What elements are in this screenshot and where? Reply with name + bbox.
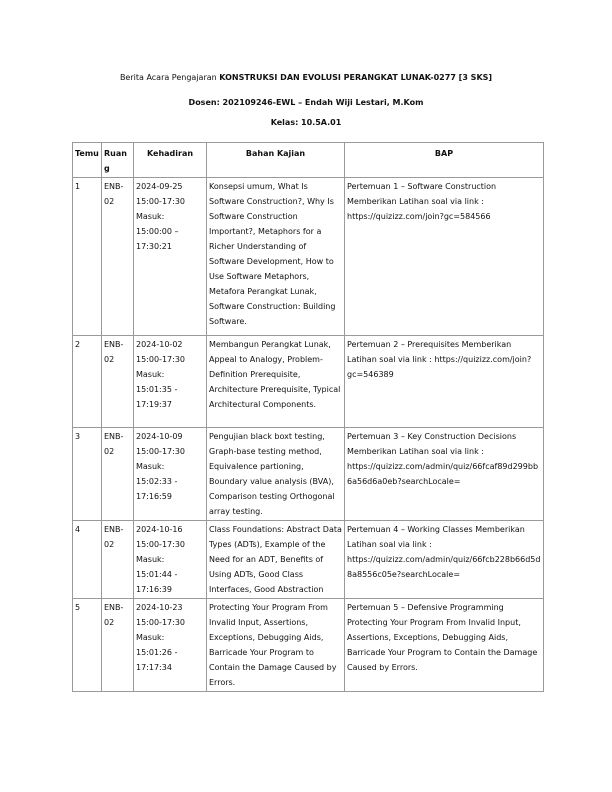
document-title <box>0 72 612 83</box>
header-kehadiran: Kehadiran <box>134 143 207 178</box>
table-row <box>73 599 544 692</box>
cell-kehadiran: 2024-10-09 15:00-17:30 Masuk: 15:02:33 - 17:16:59 <box>134 428 207 521</box>
cell-bap: Pertemuan 5 – Defensive Programming Protecting Your Program From Invalid Input, Assertions, Exceptions, Debugging Aids, Barricade Your Program to Contain the Damage Caused by Errors. <box>345 599 544 692</box>
table-row <box>73 178 544 336</box>
cell-temu: 2 <box>73 336 102 428</box>
course-name: KONSTRUKSI DAN EVOLUSI PERANGKAT LUNAK-0277 [3 SKS] <box>219 73 493 82</box>
title-prefix: Berita Acara Pengajaran <box>119 73 220 82</box>
cell-temu: 5 <box>73 599 102 692</box>
table-row <box>73 428 544 521</box>
cell-temu: 4 <box>73 521 102 599</box>
lecturer-line: Dosen: 202109246-EWL – Endah Wiji Lestari, M.Kom <box>188 98 424 107</box>
cell-bahan-kajian: Konsepsi umum, What Is Software Construction?, Why Is Software Construction Important?, Metaphors for a Richer Understanding of Software Development, How to Use Software Metaphors, Metafora Perangkat Lunak, Software Construction: Building Software. <box>207 178 345 336</box>
header-bap: BAP <box>345 143 544 178</box>
cell-ruang: ENB- 02 <box>102 336 134 428</box>
cell-bap: Pertemuan 1 – Software Construction Memberikan Latihan soal via link : https://quizizz.com/join?gc=584566 <box>345 178 544 336</box>
cell-temu: 1 <box>73 178 102 336</box>
cell-temu: 3 <box>73 428 102 521</box>
cell-bap: Pertemuan 2 – Prerequisites Memberikan Latihan soal via link : https://quizizz.com/join?gc=546389 <box>345 336 544 428</box>
cell-kehadiran: 2024-09-25 15:00-17:30 Masuk: 15:00:00 – 17:30:21 <box>134 178 207 336</box>
cell-ruang: ENB- 02 <box>102 428 134 521</box>
header-ruang: Ruang <box>102 143 134 178</box>
header-bahan-kajian: Bahan Kajian <box>207 143 345 178</box>
cell-kehadiran: 2024-10-23 15:00-17:30 Masuk: 15:01:26 - 17:17:34 <box>134 599 207 692</box>
cell-ruang: ENB- 02 <box>102 178 134 336</box>
cell-kehadiran: 2024-10-02 15:00-17:30 Masuk: 15:01:35 - 17:19:37 <box>134 336 207 428</box>
cell-ruang: ENB- 02 <box>102 521 134 599</box>
cell-bahan-kajian: Membangun Perangkat Lunak, Appeal to Analogy, Problem-Definition Prerequisite, Architecture Prerequisite, Typical Architectural Components. <box>207 336 345 428</box>
cell-bahan-kajian: Class Foundations: Abstract Data Types (ADTs), Example of the Need for an ADT, Benefits of Using ADTs, Good Class Interfaces, Good Abstraction <box>207 521 345 599</box>
cell-bahan-kajian: Pengujian black boxt testing, Graph-base testing method, Equivalence partioning, Boundary value analysis (BVA), Comparison testing Orthogonal array testing. <box>207 428 345 521</box>
class-line: Kelas: 10.5A.01 <box>270 118 342 127</box>
cell-kehadiran: 2024-10-16 15:00-17:30 Masuk: 15:01:44 - 17:16:39 <box>134 521 207 599</box>
cell-bap: Pertemuan 4 – Working Classes Memberikan Latihan soal via link : https://quizizz.com/admin/quiz/66fcb228b66d5d8a8556c05e?searchLocale= <box>345 521 544 599</box>
cell-bahan-kajian: Protecting Your Program From Invalid Input, Assertions, Exceptions, Debugging Aids, Barricade Your Program to Contain the Damage Caused by Errors. <box>207 599 345 692</box>
table-row <box>73 336 544 428</box>
cell-ruang: ENB- 02 <box>102 599 134 692</box>
table-header-row <box>73 143 544 178</box>
header-temu: Temu <box>73 143 102 178</box>
meeting-table <box>72 142 544 692</box>
cell-bap: Pertemuan 3 – Key Construction Decisions Memberikan Latihan soal via link : https://quizizz.com/admin/quiz/66fcaf89d299bb6a56d6a0eb?searchLocale= <box>345 428 544 521</box>
table-row <box>73 521 544 599</box>
